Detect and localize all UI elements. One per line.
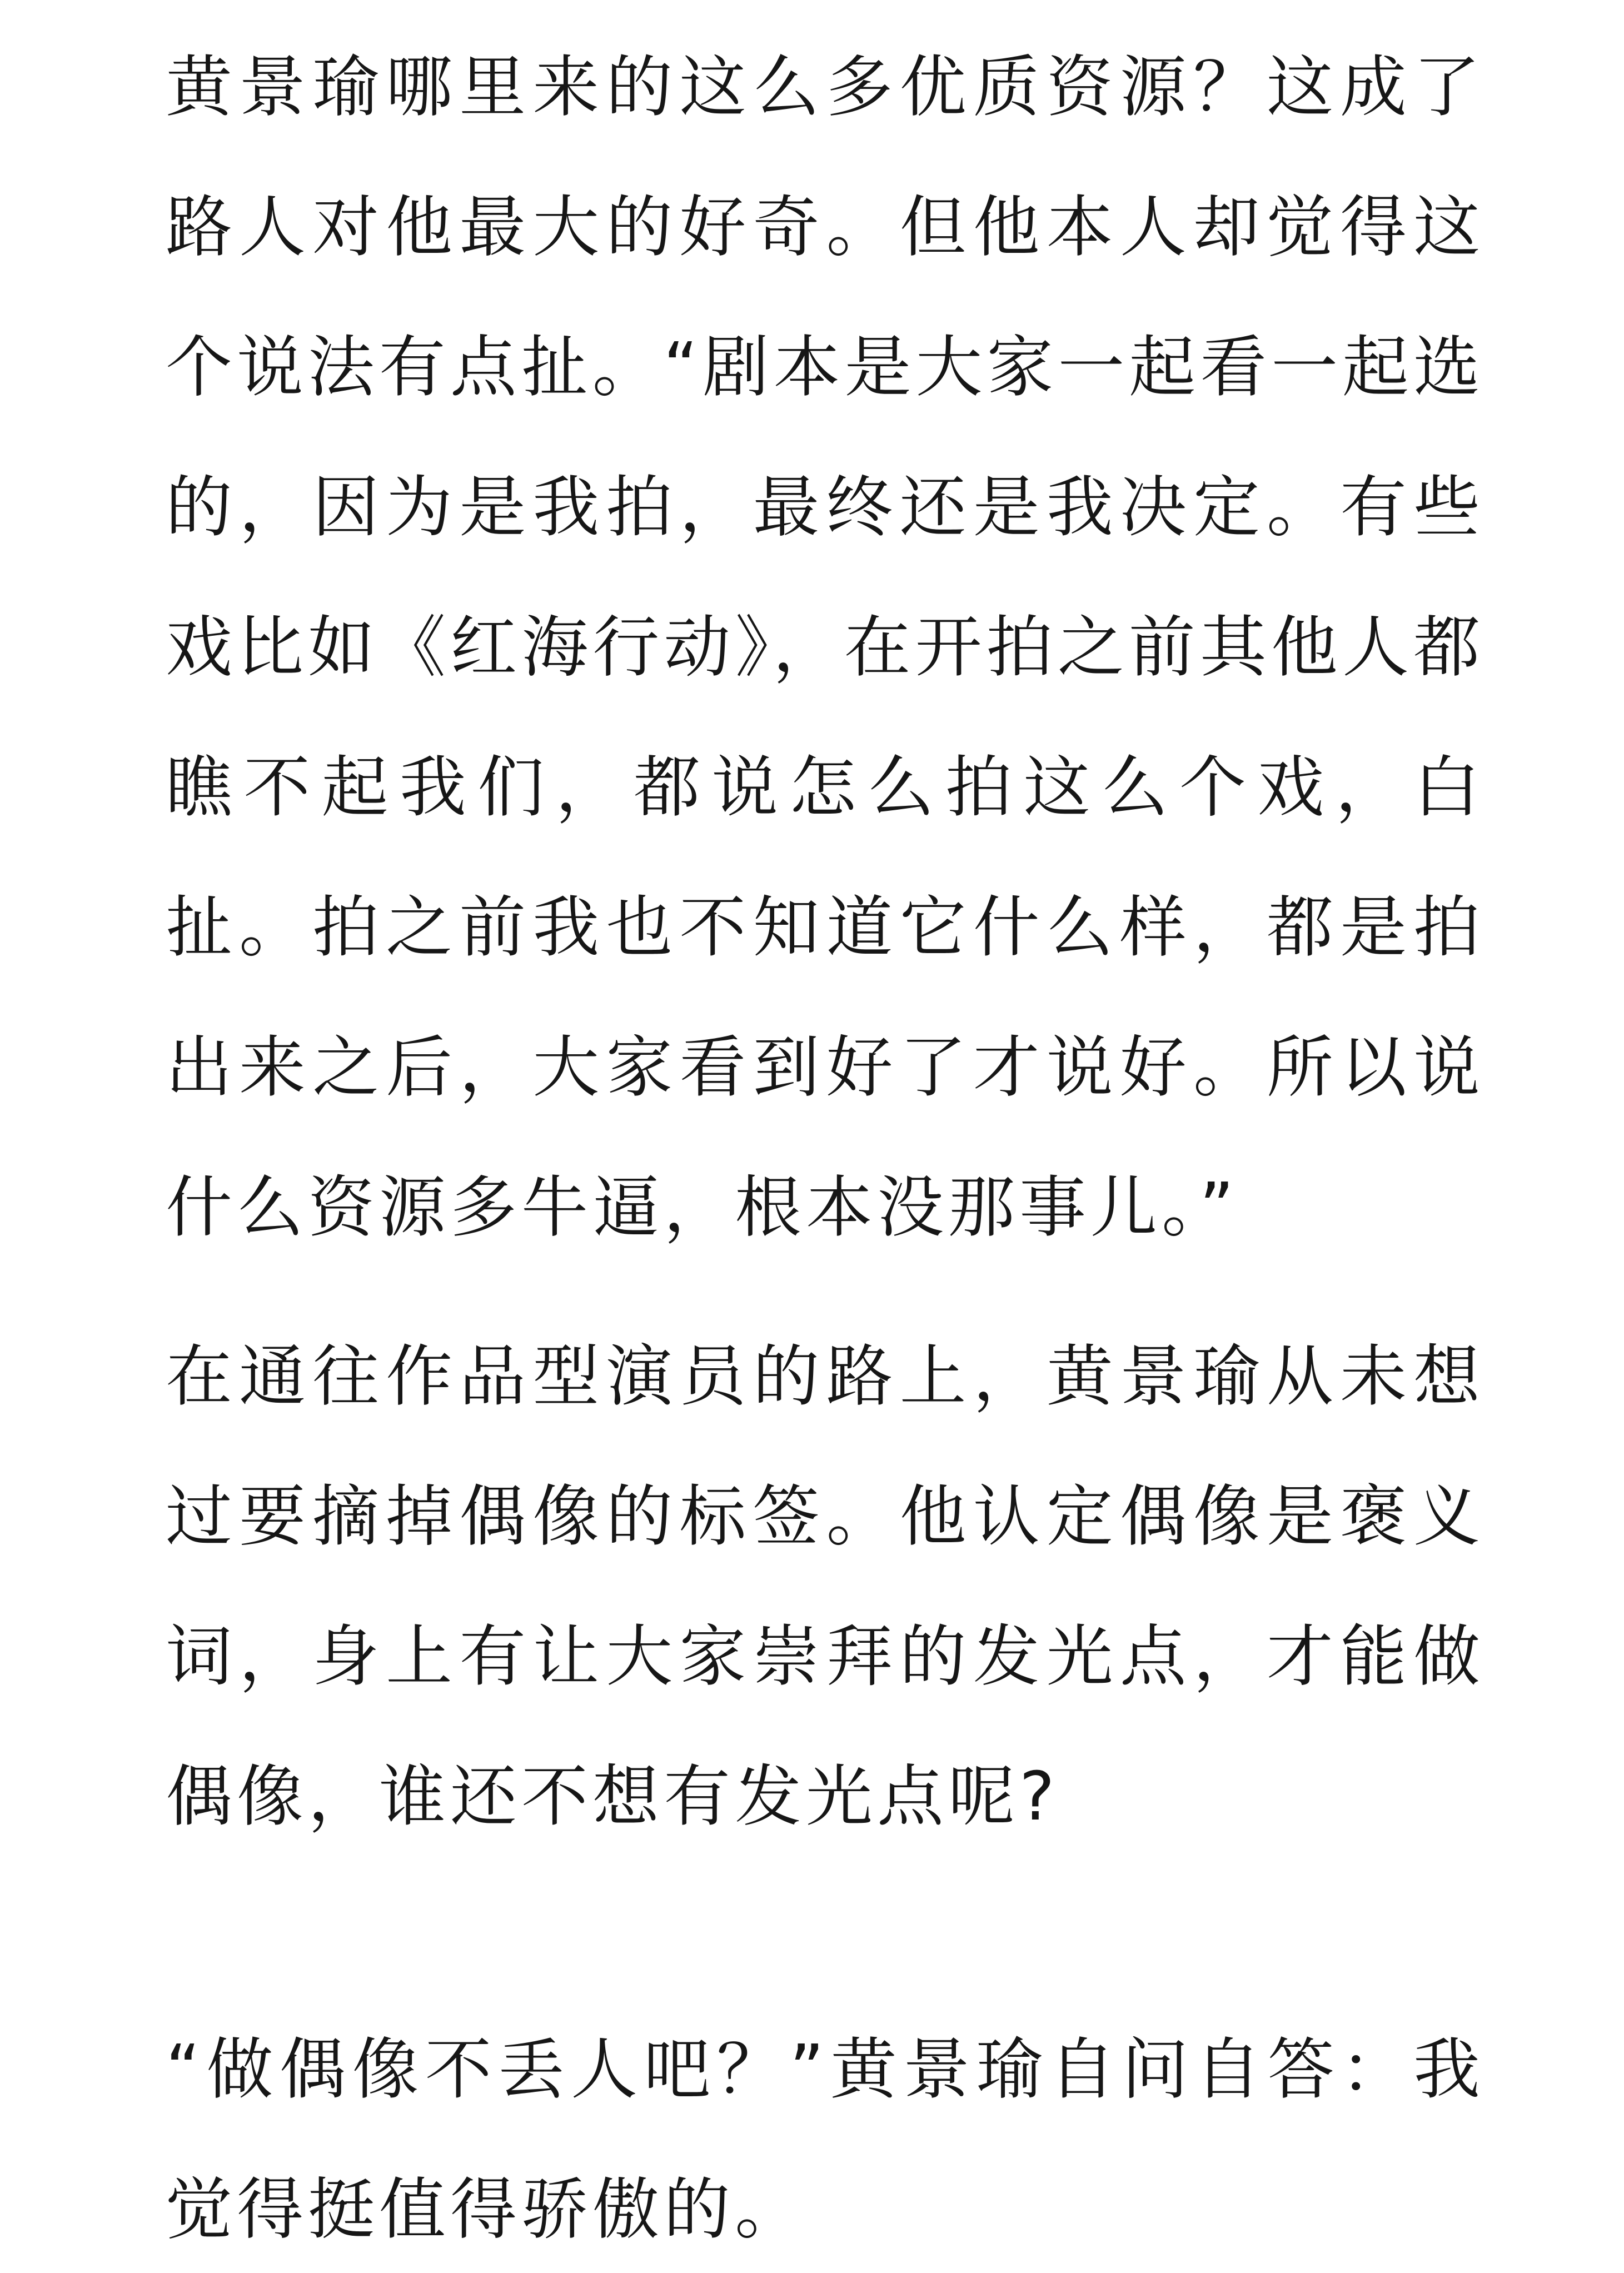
text-line: 词，身上有让大家崇拜的发光点，才能做 (166, 1618, 1480, 1696)
text-line: 出来之后，大家看到好了才说好。所以说 (166, 1029, 1480, 1106)
text-line: 戏比如《红海行动》，在开拍之前其他人都 (166, 609, 1480, 686)
article-body (166, 32, 1480, 2266)
text-line: 路人对他最大的好奇。但他本人却觉得这 (166, 189, 1480, 266)
text-line: 黄景瑜哪里来的这么多优质资源？这成了 (166, 49, 1480, 126)
text-line: 过要摘掉偶像的标签。他认定偶像是褒义 (166, 1478, 1480, 1556)
text-line: 什么资源多牛逼，根本没那事儿。” (166, 1169, 1239, 1247)
text-line: 个说法有点扯。“剧本是大家一起看一起选 (166, 329, 1480, 406)
text-line: 瞧不起我们，都说怎么拍这么个戏，白 (166, 749, 1480, 826)
text-line: “做偶像不丢人吧？”黄景瑜自问自答：我 (166, 2031, 1480, 2108)
text-line: 的，因为是我拍，最终还是我决定。有些 (166, 469, 1480, 546)
text-line: 觉得挺值得骄傲的。 (166, 2171, 806, 2249)
paragraph (166, 2015, 1480, 2266)
text-line: 偶像，谁还不想有发光点呢? (166, 1758, 1059, 1836)
text-line: 扯。拍之前我也不知道它什么样，都是拍 (166, 889, 1480, 966)
paragraph (166, 1322, 1480, 1853)
paragraph (166, 32, 1480, 1264)
text-line: 在通往作品型演员的路上，黄景瑜从未想 (166, 1338, 1480, 1415)
